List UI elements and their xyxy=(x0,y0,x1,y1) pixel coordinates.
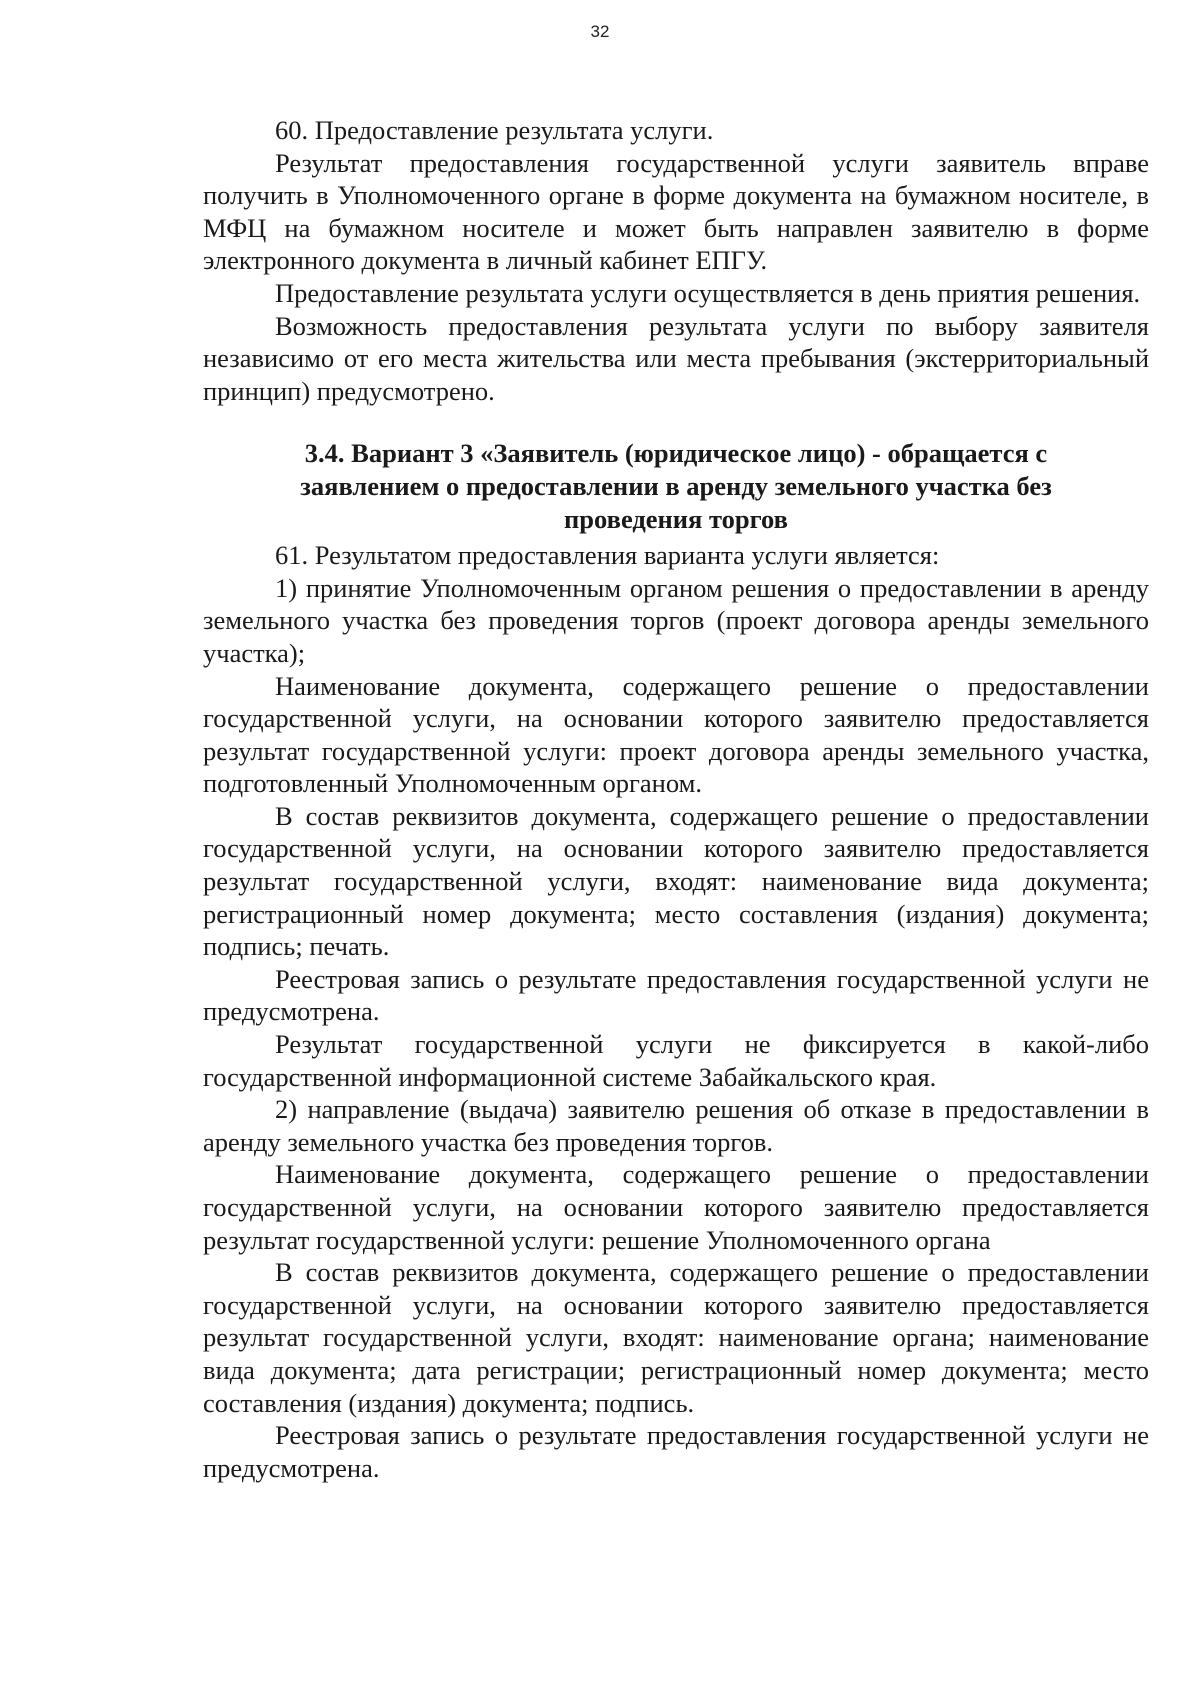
paragraph-document-name-2: Наименование документа, содержащего решение о предоставлении государственной услуги, на основании которого заявителю предоставляется результат государственной услуги: решение Уполномоченного органа xyxy=(203,1159,1149,1255)
paragraph-result-channels: Результат предоставления государственной услуги заявитель вправе получить в Уполномоченного органе в форме документа на бумажном носителе, в МФЦ на бумажном носителе и может быть направлен заявителю в форме электронного документа в личный кабинет ЕПГУ. xyxy=(203,147,1149,276)
paragraph-result-2: 2) направление (выдача) заявителю решения об отказе в предоставлении в аренду земельного участка без проведения торгов. xyxy=(203,1094,1149,1157)
paragraph-requisites-2: В состав реквизитов документа, содержащего решение о предоставлении государственной услуги, на основании которого заявителю предоставляется результат государственной услуги, входят: наименование органа; наименование вида документа; дата регистрации; регистрационный номер документа; место составления (издания) документа; подпись. xyxy=(203,1257,1149,1418)
paragraph-result-timing: Предоставление результата услуги осуществляется в день приятия решения. xyxy=(275,277,1141,308)
paragraph-not-recorded: Результат государственной услуги не фиксируется в какой-либо государственной информационной системе Забайкальского края. xyxy=(203,1029,1149,1092)
paragraph-60-title: 60. Предоставление результата услуги. xyxy=(275,115,714,145)
document-body xyxy=(203,114,1149,1484)
paragraph-registry-2: Реестровая запись о результате предоставления государственной услуги не предусмотрена. xyxy=(203,1420,1149,1483)
section-heading-3-4: 3.4. Вариант 3 «Заявитель (юридическое лицо) - обращается с заявлением о предоставлении в аренду земельного участка без проведения торгов xyxy=(300,438,1052,534)
paragraph-registry-1: Реестровая запись о результате предоставления государственной услуги не предусмотрена. xyxy=(203,963,1149,1027)
paragraph-requisites-1: В состав реквизитов документа, содержащего решение о предоставлении государственной услуги, на основании которого заявителю предоставляется результат государственной услуги, входят: наименование вида документа; регистрационный номер документа; место составления (издания) документа; подпись; печать. xyxy=(203,800,1149,962)
paragraph-extraterritorial: Возможность предоставления результата услуги по выбору заявителя независимо от его места жительства или места пребывания (экстерриториальный принцип) предусмотрено. xyxy=(203,310,1149,406)
page-number: 32 xyxy=(590,22,610,41)
paragraph-result-1: 1) принятие Уполномоченным органом решения о предоставлении в аренду земельного участка без проведения торгов (проект договора аренды земельного участка); xyxy=(203,572,1149,668)
paragraph-61-title: 61. Результатом предоставления варианта услуги является: xyxy=(275,540,940,571)
paragraph-document-name-1: Наименование документа, содержащего решение о предоставлении государственной услуги, на основании которого заявителю предоставляется результат государственной услуги: проект договора аренды земельного участка, подготовленный Уполномоченным органом. xyxy=(203,670,1149,799)
